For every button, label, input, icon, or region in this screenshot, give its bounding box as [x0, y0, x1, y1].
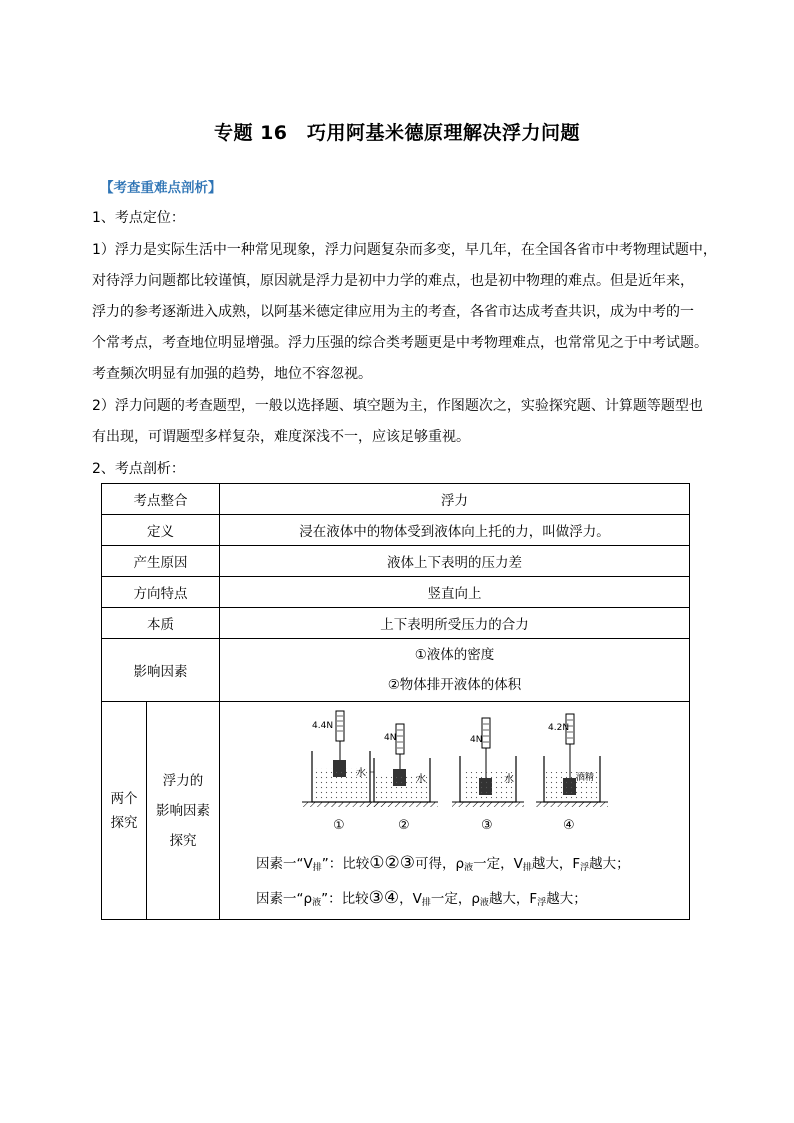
row-label: 影响因素: [102, 639, 220, 702]
para1-line: 考查频次明显有加强的趋势，地位不容忽视。: [92, 366, 372, 382]
point2-heading: 2、考点剖析：: [92, 461, 185, 477]
table-header-cell: 浮力: [220, 484, 690, 515]
table-row: [102, 515, 690, 546]
table-row: [102, 546, 690, 577]
beaker-setup-2: [366, 724, 438, 807]
factors-cell: [220, 639, 690, 702]
conclusion-1: 因素一“$V_排$”：比较①②③可得，$\rho_液$一定，$V_排$越大，$F_浮$越大；: [256, 853, 630, 873]
setup-number: ④: [563, 818, 575, 833]
factor-item: ②物体排开液体的体积: [387, 677, 522, 693]
para1-line: 个常考点，考查地位明显增强。浮力压强的综合类考题更是中考物理难点，也常常见之于中考试题。: [92, 335, 708, 351]
explore-label: [102, 702, 147, 920]
reading-label: 4N: [384, 733, 397, 743]
beaker-setup-4: [536, 714, 608, 807]
row-value: 竖直向上: [220, 577, 690, 608]
point1-heading: 1、考点定位：: [92, 210, 185, 226]
para1-line: 1）浮力是实际生活中一种常见现象，浮力问题复杂而多变，早几年，在全国各省市中考物理试题中，: [92, 242, 717, 258]
reading-label: 4.4N: [312, 721, 334, 731]
row-label: 产生原因: [102, 546, 220, 577]
table-row: [102, 484, 690, 515]
explore-label-line: 探究: [110, 814, 138, 831]
experiment-figure: [220, 706, 688, 846]
row-label: 本质: [102, 608, 220, 639]
table-row: [102, 702, 690, 920]
row-label: 定义: [102, 515, 220, 546]
para1-line: 对待浮力问题都比较谨慎，原因就是浮力是初中力学的难点，也是初中物理的难点。但是近年来，: [92, 273, 694, 289]
para1-line: 浮力的参考逐渐进入成熟，以阿基米德定律应用为主的考查，各省市达成考查共识，成为中考的一: [92, 304, 694, 320]
row-value: 浸在液体中的物体受到液体向上托的力，叫做浮力。: [220, 515, 690, 546]
table-row: [102, 639, 690, 702]
setup-number: ②: [398, 818, 410, 833]
buoyancy-table: [101, 483, 690, 920]
page-title: 专题 16 巧用阿基米德原理解决浮力问题: [213, 122, 581, 144]
conclusion-2: 因素一“$\rho_液$”：比较③④，$V_排$一定，$\rho_液$越大，$F_浮$越大；: [256, 888, 587, 908]
para2-line: 有出现，可谓题型多样复杂，难度深浅不一，应该足够重视。: [92, 429, 470, 445]
explore-sub-label: [147, 702, 220, 920]
explore-sub-line: 影响因素: [156, 802, 210, 819]
section-heading: 【考查重难点剖析】: [100, 180, 222, 196]
para2-line: 2）浮力问题的考查题型，一般以选择题、填空题为主，作图题次之，实验探究题、计算题等题型也: [92, 398, 703, 414]
experiment-cell: [220, 702, 690, 920]
explore-sub-line: 探究: [169, 832, 197, 849]
liquid-label: 酒精: [576, 773, 595, 783]
factor-item: ①液体的密度: [414, 647, 495, 663]
reading-label: 4.2N: [548, 723, 570, 733]
table-row: [102, 577, 690, 608]
liquid-label: 水: [504, 774, 514, 785]
row-value: 液体上下表明的压力差: [220, 546, 690, 577]
beaker-setup-3: [452, 718, 524, 807]
liquid-label: 水: [416, 774, 426, 785]
row-value: 上下表明所受压力的合力: [220, 608, 690, 639]
table-header-cell: 考点整合: [102, 484, 220, 515]
table-row: [102, 608, 690, 639]
explore-sub-line: 浮力的: [162, 772, 204, 789]
reading-label: 4N: [470, 735, 483, 745]
row-label: 方向特点: [102, 577, 220, 608]
setup-number: ③: [481, 818, 493, 833]
setup-number: ①: [333, 818, 345, 833]
explore-label-line: 两个: [110, 790, 138, 807]
liquid-label: 水: [356, 768, 366, 779]
